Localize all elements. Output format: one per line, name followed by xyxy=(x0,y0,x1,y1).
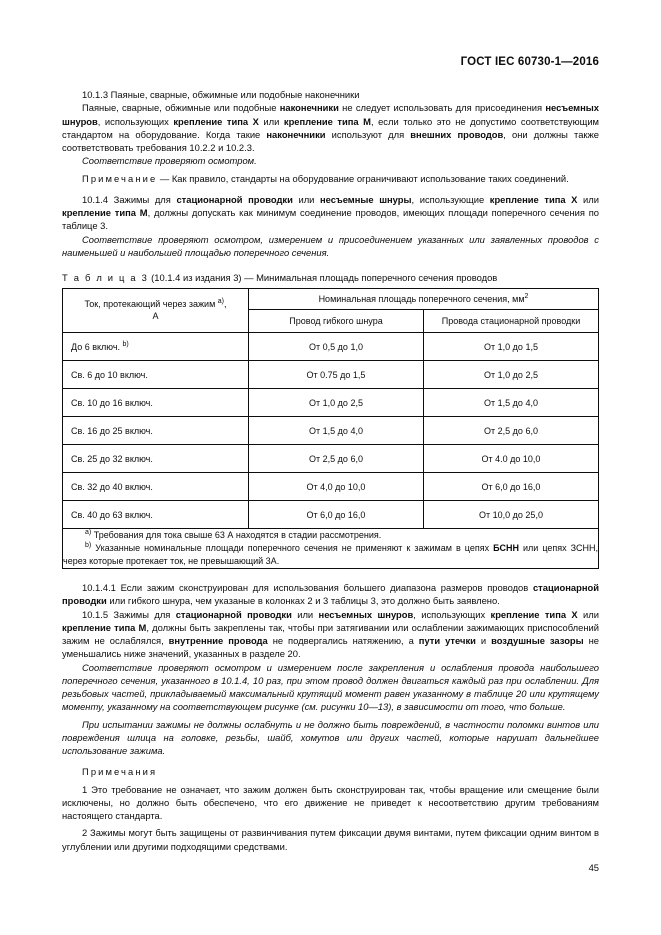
note-10-1-3 xyxy=(62,172,599,185)
term-bold: крепление типа М xyxy=(283,115,371,127)
cell-flexible-cord: От 4,0 до 10,0 xyxy=(249,473,424,501)
text-run: 10.1.4.1 Если зажим сконструирован для использования большего диапазона размеров проводов xyxy=(82,582,533,593)
test-result-10-1-5: При испытании зажимы не должны ослабнуть и не должно быть повреждений, в частности поломки винтов или повреждения шлица на головке, резьбы, шайб, хомутов или других частей, которые нарушат дальнейшее использование зажима. xyxy=(62,718,599,756)
term-bold: наконечники xyxy=(279,102,339,114)
notes-heading: Примечания xyxy=(82,766,158,778)
text-run: не уменьшались ниже значений, указанных в разделе 20. xyxy=(62,635,600,660)
footnote-a-text: Требования для тока свыше 63 А находятся в стадии рассмотрения. xyxy=(91,530,382,540)
col-header-current-unit: A xyxy=(152,311,159,321)
footnote-a xyxy=(63,529,598,542)
text-run: или гибкого шнура, чем указаные в колонках 2 и 3 таблицы 3, это должно быть заявлено. xyxy=(106,595,500,607)
cell-flexible-cord: От 0,5 до 1,0 xyxy=(249,333,424,361)
term-bold: пути утечки xyxy=(418,635,476,646)
cell-fixed-wiring: От 1,0 до 2,5 xyxy=(424,361,599,389)
text-run: 10.1.4 Зажимы для xyxy=(82,193,177,205)
table-footnote-row xyxy=(63,529,599,569)
cell-flexible-cord: От 2,5 до 6,0 xyxy=(249,445,424,473)
term-bold: крепление типа Х xyxy=(489,193,578,205)
term-bold: крепление типа Х xyxy=(173,115,259,127)
text-run: , использующих xyxy=(413,608,491,620)
cell-current: Св. 25 до 32 включ. xyxy=(63,445,249,473)
text-run: или xyxy=(577,193,599,205)
table-row xyxy=(63,417,599,445)
table-row xyxy=(63,333,599,361)
page-title: ГОСТ IEC 60730-1—2016 xyxy=(460,56,599,68)
text-run: , должны допускать как минимум соединение проводов, имеющих площади поперечного сечения по таблице 3. xyxy=(62,207,600,232)
text-run: 10.1.5 Зажимы для xyxy=(82,608,176,620)
page-number: 45 xyxy=(588,862,599,873)
term-bold: несъемные шнуры xyxy=(320,193,412,205)
text-run: или xyxy=(292,193,321,205)
term-bold: крепление типа М xyxy=(62,621,147,633)
text-run: , использующие xyxy=(411,193,490,205)
cell-flexible-cord: От 6,0 до 16,0 xyxy=(249,501,424,529)
table-row xyxy=(63,445,599,473)
table-caption-lead: Т а б л и ц а 3 xyxy=(62,272,149,283)
text-run: используют для xyxy=(325,128,411,140)
note-1: 1 Это требование не означает, что зажим должен быть сконструирован так, чтобы вращение или смещение были исключены, но должно быть обеспечено, что его движение не приведет к несоответствию другим требованиям настоящего стандарта. xyxy=(62,783,599,821)
text-run: , должны быть закреплены так, чтобы при затягивании или ослаблении зажимающих приспособлений зажим не ослаблялся, xyxy=(62,621,599,646)
term-bold: воздушные зазоры xyxy=(491,635,584,646)
table-row xyxy=(63,501,599,529)
text-run: , использующих xyxy=(97,115,174,127)
conformity-statement-10-1-4: Соответствие проверяют осмотром, измерением и присоединением указанных или заявленных проводов с наименьшей и наибольшей площадью поперечного сечения. xyxy=(62,233,599,258)
table-row xyxy=(63,389,599,417)
conformity-statement-10-1-5: Соответствие проверяют осмотром и измерением после закрепления и ослабления провода наибольшего поперечного сечения, указанного в 10.1.4, 10 раз, при этом провод должен двигаться каждый раз при ослаблении. Для резьбовых частей, прикладываемый максимальный крутящий момент равен указанному в таблице 20 или крутящему моменту, указанному на соответствующем рисунке (см. рисунки 10—13), в зависимости от того, что больше. xyxy=(62,661,599,713)
unit-exponent: 2 xyxy=(524,293,529,300)
text-run: и xyxy=(475,635,492,646)
footnote-b-text-2: или цепях ЗСНН, через которые протекает ток, не превышающий 3А. xyxy=(63,543,598,566)
cell-current: Св. 40 до 63 включ. xyxy=(63,501,249,529)
section-10-1-5-paragraph xyxy=(62,608,599,661)
footnote-ref-b: b) xyxy=(122,340,129,348)
term-bold: несъемных шнуров xyxy=(62,102,599,127)
term-bold: БСНН xyxy=(493,543,519,553)
table-body xyxy=(63,333,599,569)
table-header-row-1 xyxy=(63,289,599,310)
col-header-current-comma: , xyxy=(224,299,227,309)
table-caption xyxy=(62,271,599,284)
term-bold: наконечники xyxy=(266,128,326,140)
cell-current xyxy=(63,333,249,361)
text-run: или xyxy=(258,115,284,127)
text-run: не следует использовать для присоединения xyxy=(338,102,546,114)
note-text: — Как правило, стандарты на оборудование ограничивают использование таких соединений. xyxy=(157,172,569,184)
term-bold: стационарной проводки xyxy=(175,608,292,620)
cell-current: Св. 32 до 40 включ. xyxy=(63,473,249,501)
cell-current: Св. 6 до 10 включ. xyxy=(63,361,249,389)
cell-fixed-wiring: От 1,0 до 1,5 xyxy=(424,333,599,361)
col-header-flexible-cord: Провод гибкого шнура xyxy=(249,310,424,333)
table-footnotes xyxy=(63,529,599,569)
col-header-current xyxy=(63,289,249,333)
text-run: , они должны также соответствовать требования 10.2.2 и 10.2.3. xyxy=(62,128,599,153)
page-content xyxy=(62,88,599,853)
text-run: или xyxy=(577,608,599,620)
footnote-b xyxy=(63,542,598,568)
table-row xyxy=(63,361,599,389)
term-bold: стационарной проводки xyxy=(62,582,599,607)
section-10-1-4-1-paragraph xyxy=(62,581,599,608)
cell-flexible-cord: От 1,5 до 4,0 xyxy=(249,417,424,445)
text-run: или xyxy=(291,608,319,620)
cell-fixed-wiring: От 4.0 до 10,0 xyxy=(424,445,599,473)
section-10-1-3-paragraph xyxy=(62,101,599,154)
cell-fixed-wiring: От 2,5 до 6,0 xyxy=(424,417,599,445)
conductor-cross-section-table xyxy=(62,288,599,569)
cell-flexible-cord: От 0.75 до 1,5 xyxy=(249,361,424,389)
term-bold: внешних проводов xyxy=(410,128,504,140)
table-row xyxy=(63,473,599,501)
footnote-marker-a: a) xyxy=(85,529,92,536)
footnote-b-text-1: Указанные номинальные площади поперечного сечения не применяют к зажимам в цепях xyxy=(91,543,494,553)
footnote-ref-a: a) xyxy=(217,298,225,305)
table-caption-rest: (10.1.4 из издания 3) — Минимальная площадь поперечного сечения проводов xyxy=(148,272,498,283)
conformity-statement-10-1-3: Соответствие проверяют осмотром. xyxy=(82,155,257,167)
cell-fixed-wiring: От 10,0 до 25,0 xyxy=(424,501,599,529)
note-2: 2 Зажимы могут быть защищены от развинчивания путем фиксации двумя винтами, путем фиксации одним винтом в углублении или другими подходящими средствами. xyxy=(62,827,599,852)
cell-fixed-wiring: От 6,0 до 16,0 xyxy=(424,473,599,501)
term-bold: внутренние провода xyxy=(168,635,268,646)
col-header-fixed-wiring: Провода стационарной проводки xyxy=(424,310,599,333)
text-run: Паяные, сварные, обжимные или подобные xyxy=(82,102,280,114)
table-head xyxy=(63,289,599,333)
term-bold: крепление типа М xyxy=(62,207,148,218)
section-10-1-4-paragraph xyxy=(62,193,599,233)
cell-flexible-cord: От 1,0 до 2,5 xyxy=(249,389,424,417)
col-header-cross-section xyxy=(249,289,599,310)
term-bold: стационарной проводки xyxy=(176,193,293,205)
text-run: не подвергались натяжению, а xyxy=(267,635,419,646)
section-10-1-3-heading: 10.1.3 Паяные, сварные, обжимные или подобные наконечники xyxy=(82,89,360,100)
note-label: Примечание xyxy=(82,172,158,184)
term-bold: крепление типа Х xyxy=(490,608,578,620)
footnote-marker-b: b) xyxy=(85,542,92,549)
col-header-current-text: Ток, протекающий через зажим xyxy=(84,299,218,309)
cell-current: Св. 10 до 16 включ. xyxy=(63,389,249,417)
col-header-cross-section-text: Номинальная площадь поперечного сечения, мм xyxy=(318,294,525,304)
cell-fixed-wiring: От 1,5 до 4,0 xyxy=(424,389,599,417)
cell-current-text: До 6 включ. xyxy=(71,341,123,352)
text-run: , если только это не допустимо соответствующим стандартом на оборудование. Когда такие xyxy=(62,115,599,140)
term-bold: несъемных шнуров xyxy=(318,608,414,620)
cell-current: Св. 16 до 25 включ. xyxy=(63,417,249,445)
